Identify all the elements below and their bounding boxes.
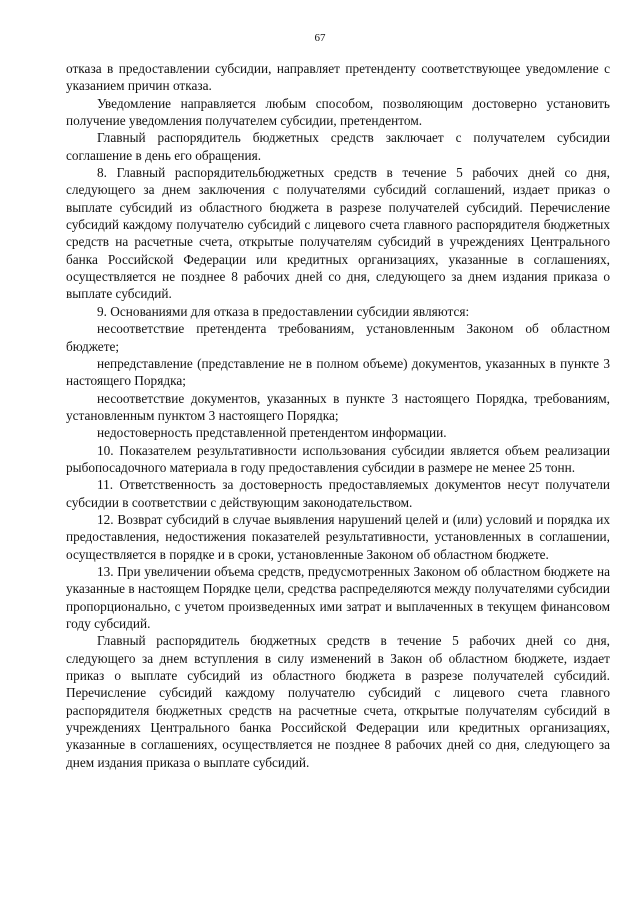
document-body [66, 60, 610, 771]
paragraph-agreement-signing: Главный распорядитель бюджетных средств заключает с получателем субсидии соглашение в день его обращения. [66, 130, 610, 163]
paragraph-refusal-reason-2: непредставление (представление не в полном объеме) документов, указанных в пункте 3 настоящего Порядка; [66, 355, 610, 389]
paragraph-item-11: 11. Ответственность за достоверность предоставляемых документов несут получатели субсидии в соответствии с действующим законодательством. [66, 477, 610, 510]
paragraph-item-13: 13. При увеличении объема средств, предусмотренных Законом об областном бюджете на указанные в настоящем Порядке цели, средства распределяются между получателями субсидии пропорционально, с учетом произведенных ими затрат и выплаченных в текущем финансовом году субсидий. [66, 563, 610, 631]
paragraph-payment-order: Главный распорядитель бюджетных средств в течение 5 рабочих дней со дня, следующего за днем вступления в силу изменений в Закон об областном бюджете, издает приказ о выплате субсидий из областного бюджета в разрезе получателей субсидий. Перечисление субсидий каждому получателю субсидий с лицевого счета главного распорядителя бюджетных средств на расчетные счета, открытые получателям субсидий в учреждениях Центрального банка Российской Федерации или кредитных организациях, указанные в соглашениях, осуществляется не позднее 8 рабочих дней со дня, следующего за днем издания приказа о выплате субсидий. [66, 633, 610, 770]
paragraph-item-12: 12. Возврат субсидий в случае выявления нарушений целей и (или) условий и порядка их предоставления, недостижения показателей результативности, установленных в соглашении, осуществляется в порядке и в сроки, установленные Законом об областном бюджете. [66, 511, 610, 562]
paragraph-item-9: 9. Основаниями для отказа в предоставлении субсидии являются: [97, 303, 470, 319]
paragraph-refusal-notice-continued: отказа в предоставлении субсидии, направляет претенденту соответствующее уведомление с указанием причин отказа. [66, 61, 610, 94]
paragraph-item-10: 10. Показателем результативности использования субсидии является объем реализации рыбопосадочного материала в году предоставления субсидии в размере не менее 25 тонн. [66, 442, 610, 475]
paragraph-refusal-reason-1: несоответствие претендента требованиям, установленным Законом об областном бюджете; [66, 321, 610, 354]
paragraph-notification-method: Уведомление направляется любым способом, позволяющим достоверно установить получение уведомления получателем субсидии, претендентом. [66, 95, 610, 129]
paragraph-item-8: 8. Главный распорядительбюджетных средств в течение 5 рабочих дней со дня, следующего за днем заключения с получателями субсидий соглашений, издает приказ о выплате субсидий из областного бюджета в разрезе получателей субсидий. Перечисление субсидий каждому получателю субсидий с лицевого счета главного распорядителя бюджетных средств на расчетные счета, открытые получателям субсидий в учреждениях Центрального банка Российской Федерации или кредитных организациях, указанные в соглашениях, осуществляется не позднее 8 рабочих дней со дня, следующего за днем издания приказа о выплате субсидий. [66, 165, 610, 302]
paragraph-refusal-reason-3: несоответствие документов, указанных в пункте 3 настоящего Порядка, требованиям, установленным пунктом 3 настоящего Порядка; [66, 390, 610, 423]
page-number: 67 [314, 32, 326, 44]
paragraph-refusal-reason-4: недостоверность представленной претендентом информации. [97, 425, 447, 441]
